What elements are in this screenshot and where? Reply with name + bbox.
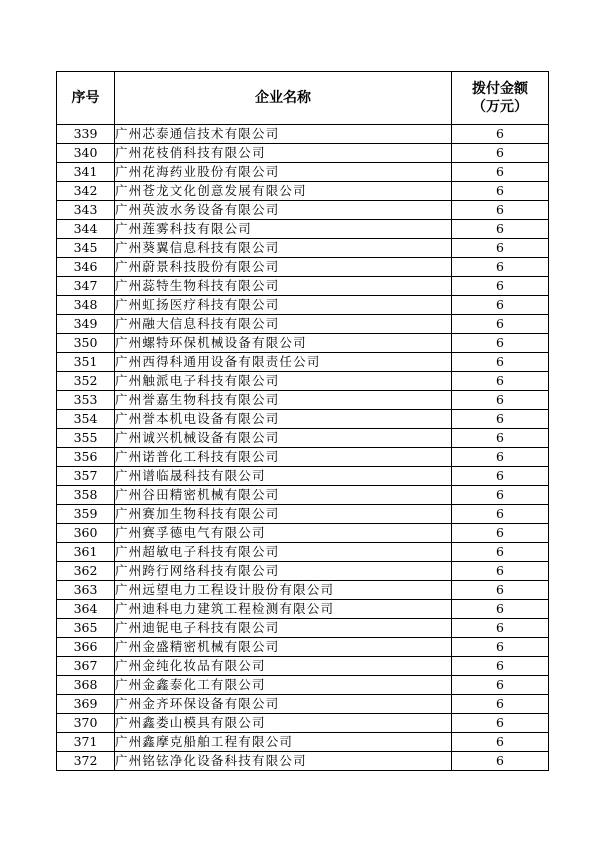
row-index: 345 [57,239,115,258]
row-index: 366 [57,638,115,657]
header-amount-line1: 拨付金额 [472,81,528,97]
table-row [57,657,549,676]
table-row [57,714,549,733]
row-amount: 6 [452,733,549,752]
row-index: 352 [57,372,115,391]
row-amount: 6 [452,486,549,505]
row-company-name: 广州螺特环保机械设备有限公司 [115,334,452,353]
row-amount: 6 [452,220,549,239]
row-index: 358 [57,486,115,505]
row-index: 365 [57,619,115,638]
row-company-name: 广州蔚景科技股份有限公司 [115,258,452,277]
row-company-name: 广州虹扬医疗科技有限公司 [115,296,452,315]
row-index: 367 [57,657,115,676]
row-company-name: 广州迪铌电子科技有限公司 [115,619,452,638]
table-row [57,220,549,239]
row-amount: 6 [452,752,549,771]
table-row [57,144,549,163]
row-amount: 6 [452,505,549,524]
row-amount: 6 [452,657,549,676]
table-row [57,258,549,277]
row-company-name: 广州鑫娄山模具有限公司 [115,714,452,733]
table-row [57,429,549,448]
row-amount: 6 [452,258,549,277]
row-index: 356 [57,448,115,467]
row-amount: 6 [452,372,549,391]
row-company-name: 广州誉嘉生物科技有限公司 [115,391,452,410]
header-company-name: 企业名称 [115,72,452,125]
allocation-table [56,71,549,771]
row-amount: 6 [452,467,549,486]
row-index: 363 [57,581,115,600]
header-amount-line2: （万元） [472,99,528,115]
row-company-name: 广州跨行网络科技有限公司 [115,562,452,581]
table-row [57,410,549,429]
table-row [57,391,549,410]
table-row [57,752,549,771]
table-row [57,296,549,315]
row-amount: 6 [452,619,549,638]
row-index: 357 [57,467,115,486]
row-index: 360 [57,524,115,543]
row-company-name: 广州诺普化工科技有限公司 [115,448,452,467]
row-amount: 6 [452,296,549,315]
table-row [57,353,549,372]
row-index: 342 [57,182,115,201]
table-row [57,505,549,524]
row-amount: 6 [452,163,549,182]
header-index: 序号 [57,72,115,125]
row-amount: 6 [452,600,549,619]
table-row [57,239,549,258]
row-index: 364 [57,600,115,619]
row-company-name: 广州远望电力工程设计股份有限公司 [115,581,452,600]
row-amount: 6 [452,524,549,543]
row-company-name: 广州金鑫泰化工有限公司 [115,676,452,695]
header-amount [452,72,549,125]
row-index: 353 [57,391,115,410]
row-amount: 6 [452,144,549,163]
row-index: 351 [57,353,115,372]
row-index: 354 [57,410,115,429]
row-company-name: 广州苍龙文化创意发展有限公司 [115,182,452,201]
row-amount: 6 [452,334,549,353]
row-amount: 6 [452,695,549,714]
row-company-name: 广州花海药业股份有限公司 [115,163,452,182]
table-row [57,543,549,562]
row-company-name: 广州赛孚德电气有限公司 [115,524,452,543]
row-index: 355 [57,429,115,448]
row-company-name: 广州迪科电力建筑工程检测有限公司 [115,600,452,619]
row-index: 361 [57,543,115,562]
table-row [57,277,549,296]
table-row [57,486,549,505]
table-row [57,182,549,201]
table-row [57,638,549,657]
table-row [57,125,549,144]
row-company-name: 广州触派电子科技有限公司 [115,372,452,391]
row-amount: 6 [452,638,549,657]
row-company-name: 广州莲雾科技有限公司 [115,220,452,239]
row-index: 372 [57,752,115,771]
row-amount: 6 [452,581,549,600]
row-index: 343 [57,201,115,220]
row-company-name: 广州葵翼信息科技有限公司 [115,239,452,258]
table-row [57,201,549,220]
row-index: 350 [57,334,115,353]
table-row [57,600,549,619]
table-row [57,315,549,334]
row-index: 344 [57,220,115,239]
row-index: 362 [57,562,115,581]
row-company-name: 广州赛加生物科技有限公司 [115,505,452,524]
row-company-name: 广州西得科通用设备有限责任公司 [115,353,452,372]
row-amount: 6 [452,353,549,372]
row-amount: 6 [452,391,549,410]
row-company-name: 广州谱临晟科技有限公司 [115,467,452,486]
row-index: 347 [57,277,115,296]
row-company-name: 广州谷田精密机械有限公司 [115,486,452,505]
row-index: 341 [57,163,115,182]
row-company-name: 广州誉本机电设备有限公司 [115,410,452,429]
table-row [57,581,549,600]
row-company-name: 广州金纯化妆品有限公司 [115,657,452,676]
row-company-name: 广州超敏电子科技有限公司 [115,543,452,562]
row-index: 348 [57,296,115,315]
table-row [57,467,549,486]
row-amount: 6 [452,543,549,562]
table-row [57,733,549,752]
table-row [57,676,549,695]
table-header-row [57,72,549,125]
row-amount: 6 [452,315,549,334]
row-amount: 6 [452,125,549,144]
row-company-name: 广州融大信息科技有限公司 [115,315,452,334]
row-amount: 6 [452,562,549,581]
table-row [57,372,549,391]
row-index: 369 [57,695,115,714]
row-amount: 6 [452,201,549,220]
row-index: 339 [57,125,115,144]
table-row [57,619,549,638]
row-company-name: 广州诚兴机械设备有限公司 [115,429,452,448]
table-row [57,524,549,543]
table-row [57,695,549,714]
table-row [57,448,549,467]
row-company-name: 广州芯泰通信技术有限公司 [115,125,452,144]
row-company-name: 广州花枝俏科技有限公司 [115,144,452,163]
row-company-name: 广州蕊特生物科技有限公司 [115,277,452,296]
table-body [57,125,549,771]
row-index: 349 [57,315,115,334]
row-company-name: 广州金盛精密机械有限公司 [115,638,452,657]
row-amount: 6 [452,410,549,429]
row-index: 368 [57,676,115,695]
row-amount: 6 [452,676,549,695]
row-index: 340 [57,144,115,163]
row-index: 359 [57,505,115,524]
row-amount: 6 [452,239,549,258]
row-company-name: 广州铭铉净化设备科技有限公司 [115,752,452,771]
row-company-name: 广州鑫摩克船舶工程有限公司 [115,733,452,752]
row-amount: 6 [452,277,549,296]
table-row [57,334,549,353]
row-amount: 6 [452,448,549,467]
row-index: 370 [57,714,115,733]
row-company-name: 广州英波水务设备有限公司 [115,201,452,220]
row-index: 346 [57,258,115,277]
table-row [57,562,549,581]
row-amount: 6 [452,429,549,448]
row-index: 371 [57,733,115,752]
row-amount: 6 [452,182,549,201]
row-company-name: 广州金齐环保设备有限公司 [115,695,452,714]
table-row [57,163,549,182]
row-amount: 6 [452,714,549,733]
